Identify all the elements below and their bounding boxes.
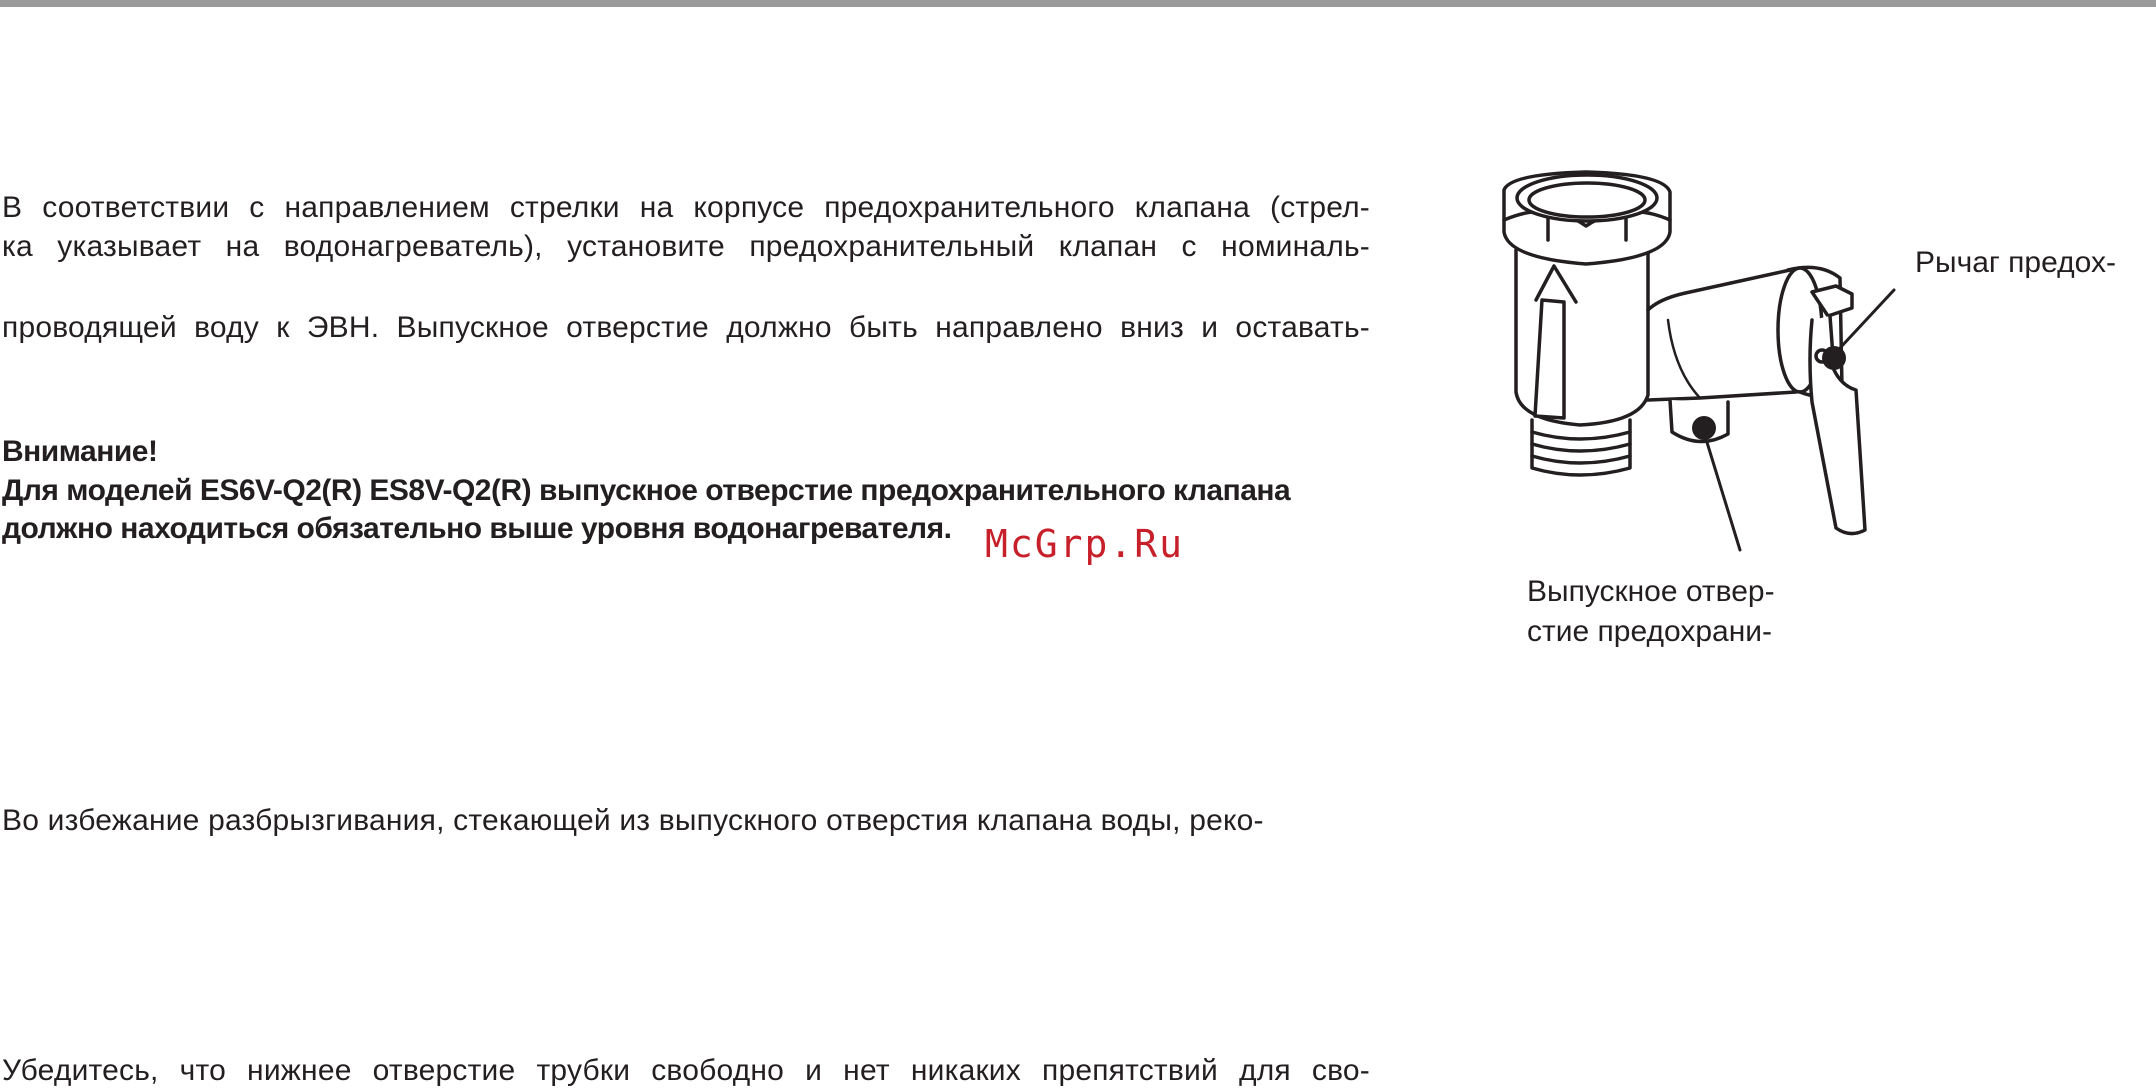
paragraph-line-2: ка указывает на водонагреватель), установите предохранительный клапан с номиналь-	[2, 230, 1370, 263]
warning-line-1: Для моделей ES6V-Q2(R) ES8V-Q2(R) выпускное отверстие предохранительного клапана	[2, 474, 1291, 507]
paragraph-line-4: Во избежание разбрызгивания, стекающей из выпускного отверстия клапана воды, реко-	[2, 804, 1264, 837]
outlet-label-line-1: Выпускное отвер-	[1527, 575, 1775, 608]
lever-callout-dot	[1822, 346, 1846, 370]
paragraph-line-1: В соответствии с направлением стрелки на корпусе предохранительного клапана (стрел-	[2, 191, 1370, 224]
outlet-callout-dot	[1692, 416, 1716, 440]
paragraph-line-5: Убедитесь, что нижнее отверстие трубки свободно и нет никаких препятствий для сво-	[2, 1054, 1370, 1087]
outlet-label-line-2: стие предохрани-	[1527, 615, 1773, 648]
lever-label: Рычаг предох-	[1915, 246, 2116, 279]
top-rule	[0, 0, 2156, 7]
paragraph-line-3: проводящей воду к ЭВН. Выпускное отверстие должно быть направлено вниз и оставать-	[2, 311, 1370, 344]
warning-heading: Внимание!	[2, 435, 158, 468]
safety-valve-illustration	[1490, 170, 1910, 570]
watermark: McGrp.Ru	[985, 522, 1185, 566]
warning-line-2: должно находиться обязательно выше уровня водонагревателя.	[2, 512, 952, 545]
